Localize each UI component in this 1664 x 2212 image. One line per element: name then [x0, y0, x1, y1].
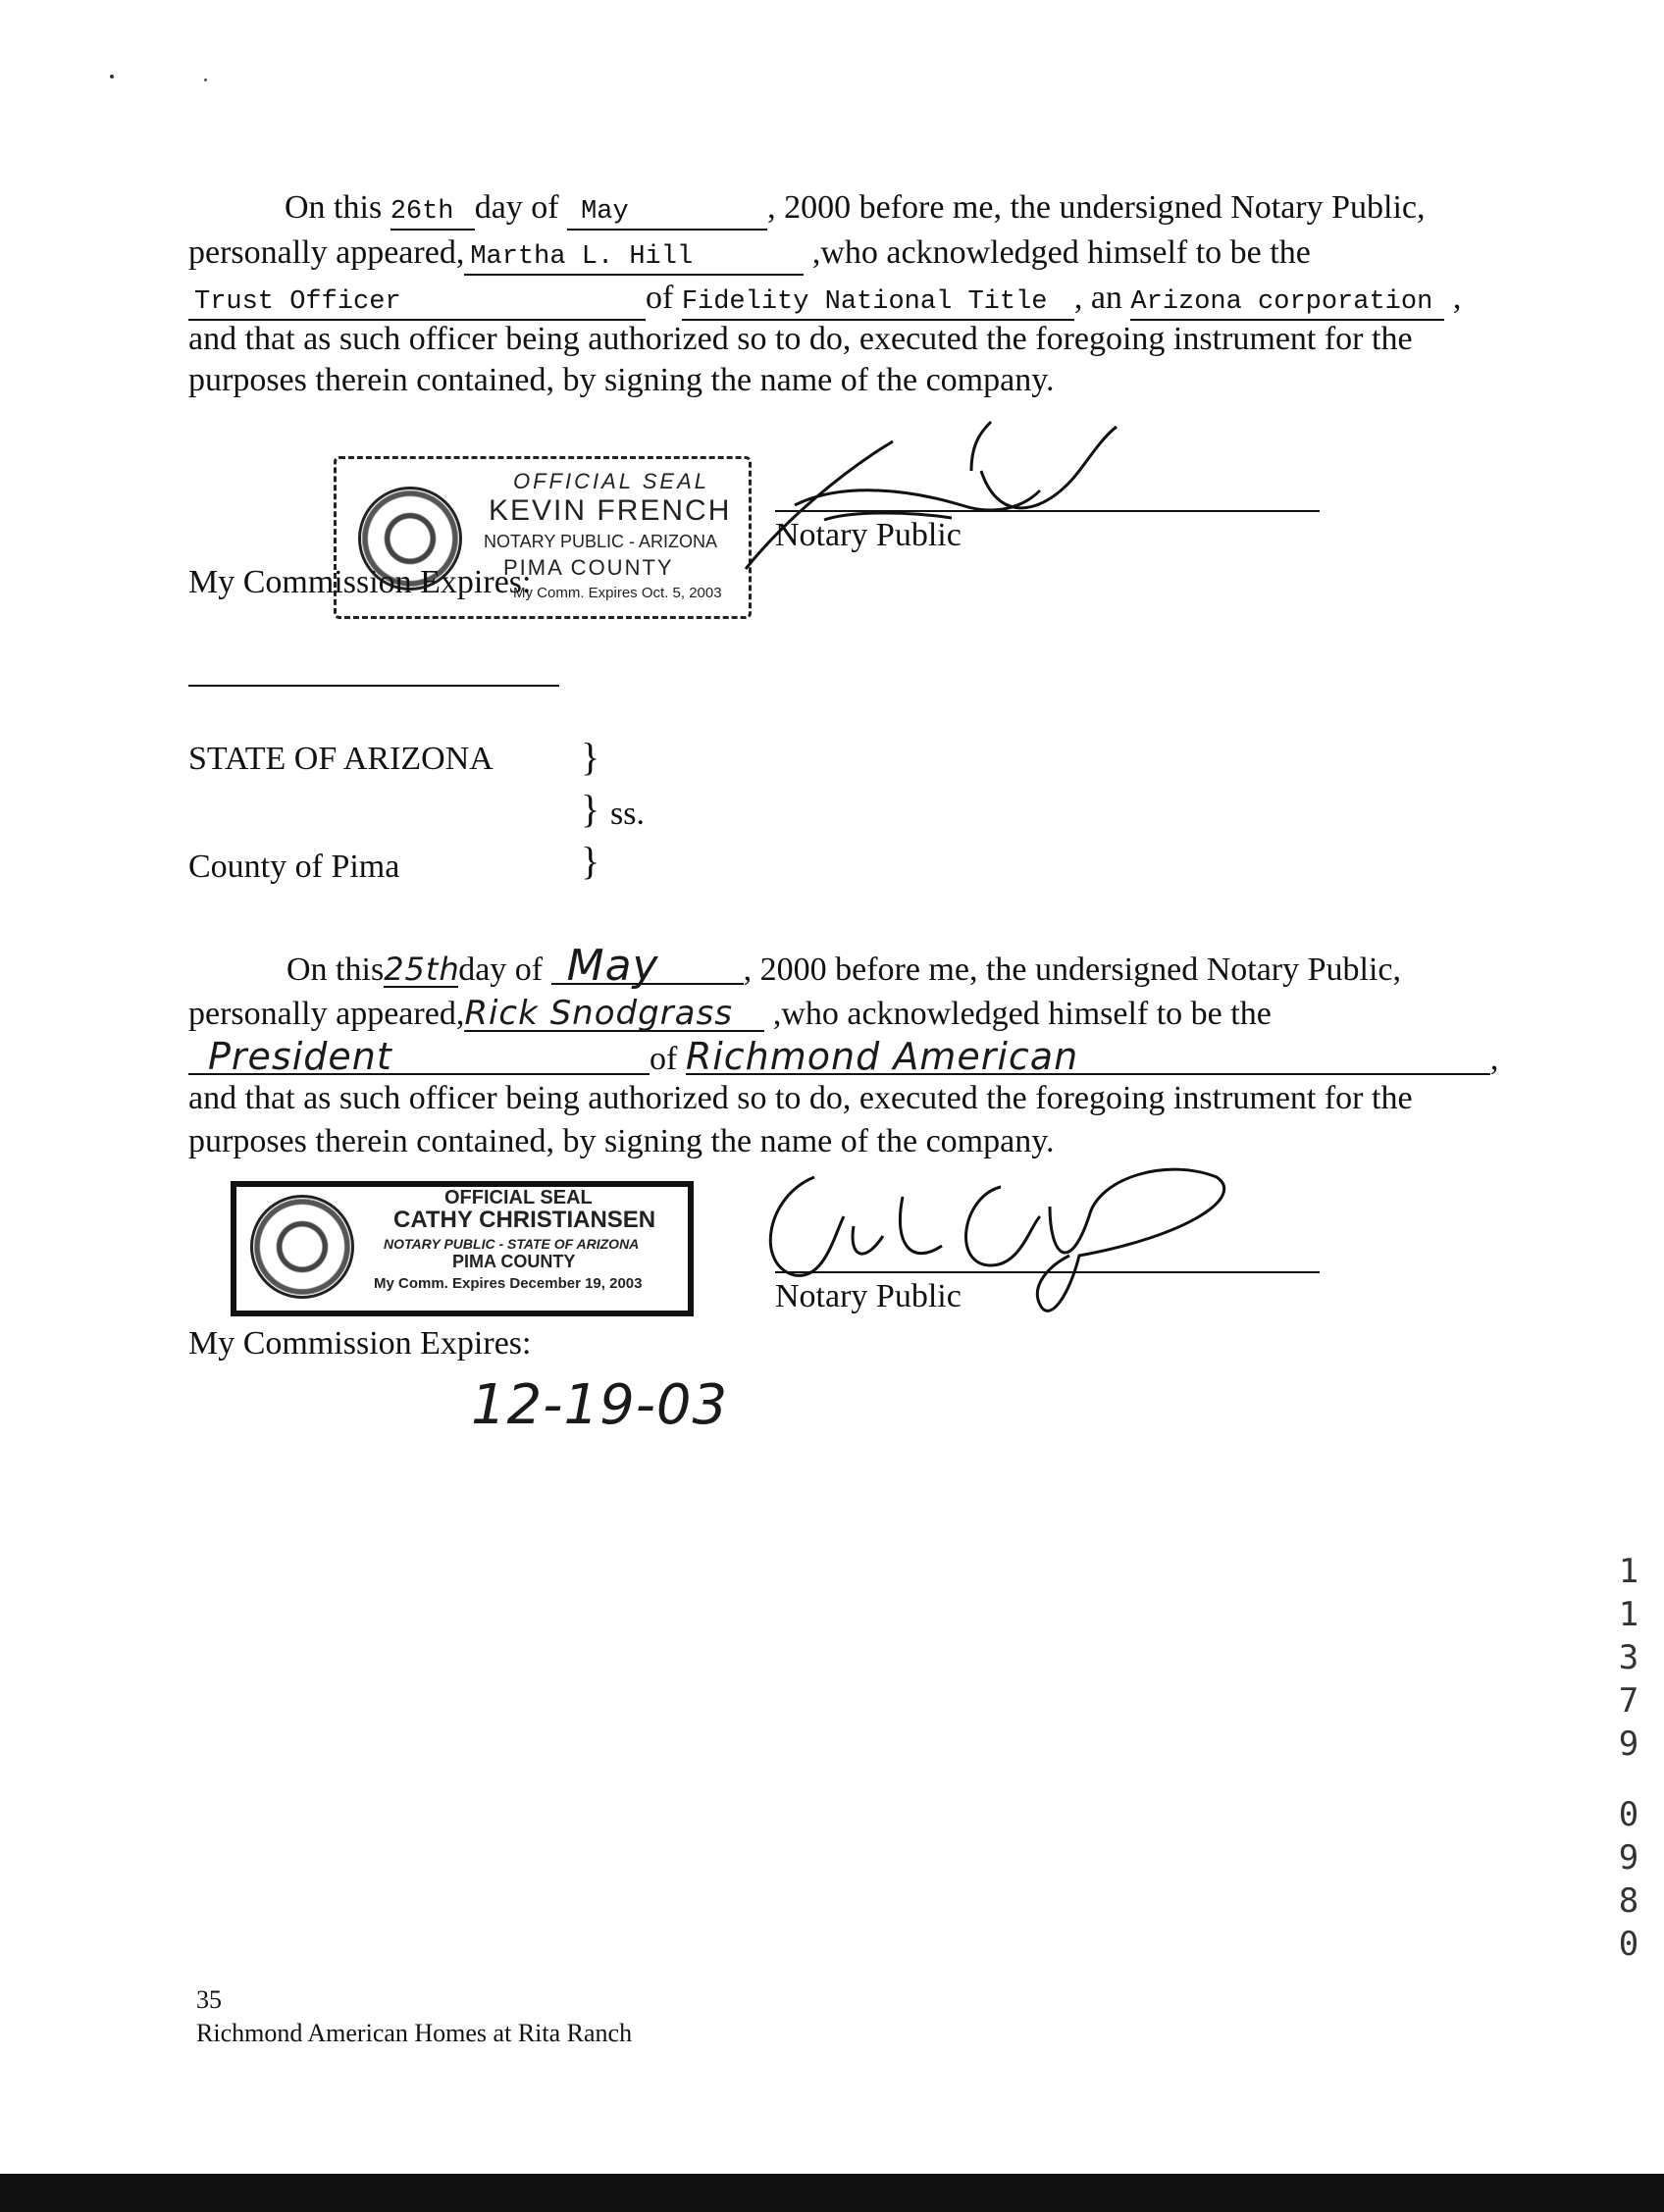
footer-page-number: 35: [196, 1985, 222, 2014]
notary-signature-line-2: [775, 1271, 1320, 1273]
venue-brace-3: }: [581, 839, 600, 883]
block1-person: Martha L. Hill: [464, 240, 804, 276]
scan-bottom-border: [0, 2174, 1664, 2212]
stray-mark: [110, 75, 114, 78]
commission-expires-label-1: My Commission Expires:: [188, 564, 532, 600]
seal1-line3: NOTARY PUBLIC - ARIZONA: [484, 532, 718, 551]
official-seal-cathy-christiansen: [231, 1181, 694, 1316]
seal2-line3: NOTARY PUBLIC - STATE OF ARIZONA: [384, 1236, 640, 1252]
block1-line3: Trust Officer of Fidelity National Title , an Arizona corporation ,: [188, 279, 1461, 321]
block2-month: May: [551, 950, 744, 985]
block1-day: 26th: [390, 195, 475, 231]
seal1-line2: KEVIN FRENCH: [489, 494, 732, 527]
block1-line4: and that as such officer being authorized so to do, executed the foregoing instrument for the: [188, 321, 1413, 357]
seal2-line4: PIMA COUNTY: [452, 1252, 576, 1271]
block1-line2: personally appeared, Martha L. Hill ,who acknowledged himself to be the: [188, 233, 1311, 276]
venue-state: STATE OF ARIZONA: [188, 741, 494, 777]
block1-corp: Arizona corporation: [1130, 285, 1444, 321]
block2-person: Rick Snodgrass: [464, 997, 764, 1032]
venue-brace-1: }: [581, 735, 600, 779]
state-seal-emblem-icon: [250, 1195, 354, 1299]
commission-expires-label-2: My Commission Expires:: [188, 1325, 532, 1362]
venue-ss: ss.: [610, 796, 645, 832]
block1-line5: purposes therein contained, by signing the name of the company.: [188, 362, 1055, 398]
block1-title: Trust Officer: [188, 285, 646, 321]
notary-public-label-1: Notary Public: [775, 517, 962, 553]
stray-mark: [204, 78, 207, 81]
seal2-line2: CATHY CHRISTIANSEN: [393, 1207, 656, 1233]
venue-county: County of Pima: [188, 849, 400, 885]
seal1-line5: My Comm. Expires Oct. 5, 2003: [513, 585, 722, 601]
block2-line2: personally appeared,Rick Snodgrass ,who acknowledged himself to be the: [188, 994, 1272, 1033]
document-control-number: 1 1 3 7 9 0 9 8 0: [1618, 1552, 1639, 1964]
seal2-line1: OFFICIAL SEAL: [444, 1187, 593, 1209]
commission-date-line-1: [188, 685, 559, 687]
block1-company: Fidelity National Title: [682, 285, 1074, 321]
block2-title: President: [188, 1040, 650, 1075]
venue-brace-2: }: [581, 787, 600, 831]
commission-expires-date-2: 12-19-03: [471, 1373, 729, 1437]
block2-line4: and that as such officer being authorized so to do, executed the foregoing instrument for the: [188, 1080, 1413, 1116]
block1-line1: On this 26th day of May , 2000 before me, the undersigned Notary Public,: [285, 188, 1426, 231]
notary-signature-line-1: [775, 510, 1320, 512]
seal1-line1: OFFICIAL SEAL: [513, 469, 709, 493]
block2-line3: President of Richmond American ,: [188, 1040, 1498, 1079]
block2-company: Richmond American: [686, 1040, 1490, 1075]
notary-public-label-2: Notary Public: [775, 1278, 962, 1314]
seal1-line4: PIMA COUNTY: [503, 555, 674, 580]
block2-line5: purposes therein contained, by signing the name of the company.: [188, 1123, 1055, 1159]
footer-project-name: Richmond American Homes at Rita Ranch: [196, 2019, 633, 2047]
block1-month: May: [567, 195, 767, 231]
block2-line1: On this25thday of May , 2000 before me, the undersigned Notary Public,: [286, 941, 1401, 991]
block2-day: 25th: [384, 951, 460, 988]
seal2-line5: My Comm. Expires December 19, 2003: [374, 1275, 643, 1292]
